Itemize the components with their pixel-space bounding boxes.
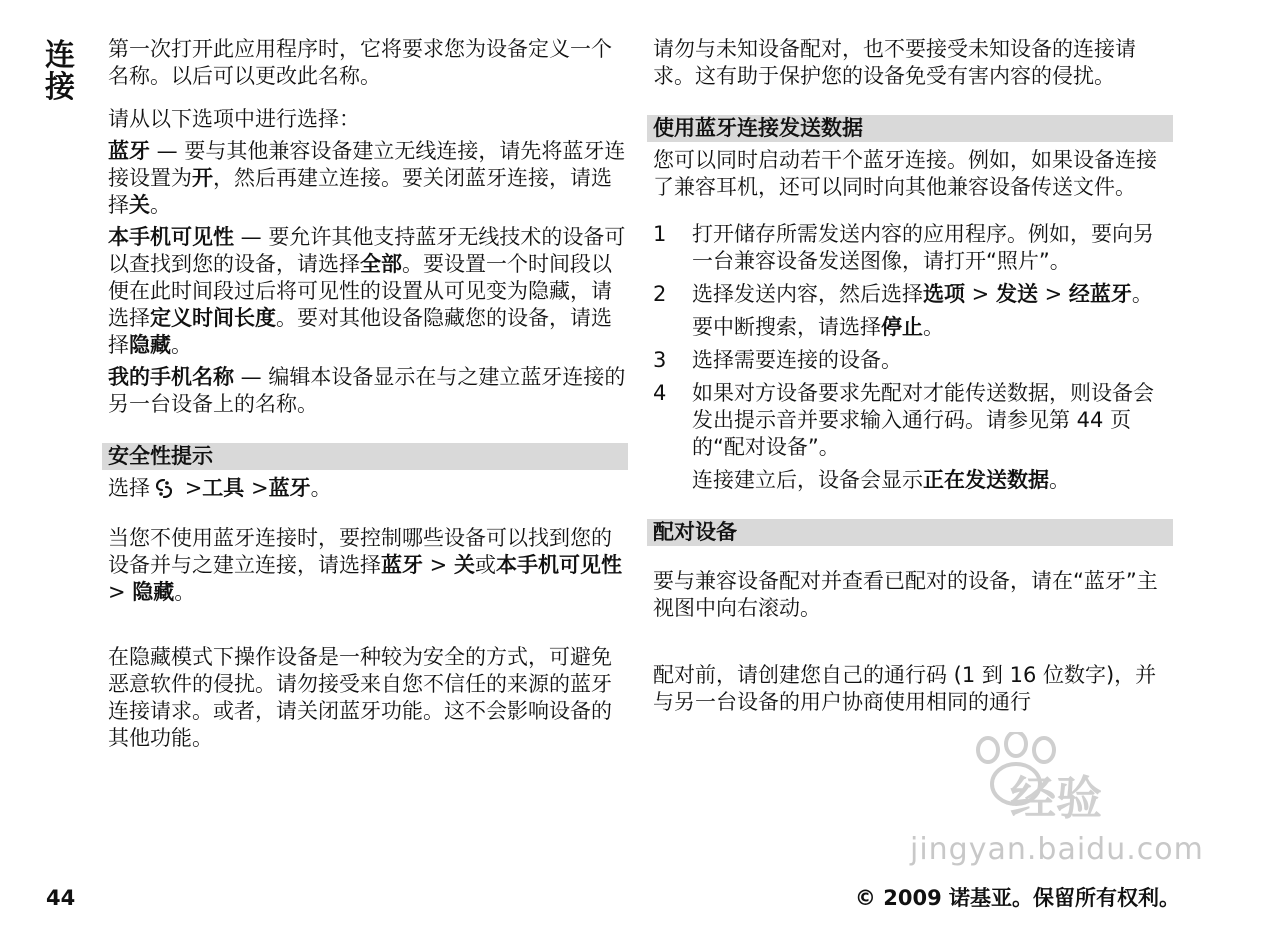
option-term: 我的手机名称 [108,365,234,389]
list-item: 1 打开储存所需发送内容的应用程序。例如，要向另一台兼容设备发送图像，请打开“照片”。 [653,222,1154,273]
list-item: 4 如果对方设备要求先配对才能传送数据，则设备会发出提示音并要求输入通行码。请参见第 44 页的“配对设备”。 连接建立后，设备会显示正在发送数据。 [653,380,1173,494]
left-column [108,36,628,752]
step-number: 3 [653,348,667,372]
pair-heading: 配对设备 [647,519,1173,546]
watermark-url: jingyan.baidu.com [910,832,1204,867]
step-number: 1 [653,222,667,246]
send-heading: 使用蓝牙连接发送数据 [647,115,1173,142]
paw-logo-icon [960,732,1080,812]
right-column [653,36,1173,716]
choose-prompt: 请从以下选项中进行选择： [108,107,360,131]
pair-intro: 要与兼容设备配对并查看已配对的设备，请在“蓝牙”主视图中向右滚动。 [653,569,1158,620]
control-paragraph: 当您不使用蓝牙连接时，要控制哪些设备可以找到您的设备并与之建立连接，请选择蓝牙 > 关或本手机可见性 > 隐藏。 [108,526,622,604]
warning-paragraph: 请勿与未知设备配对，也不要接受未知设备的连接请求。这有助于保护您的设备免受有害内容的侵扰。 [653,37,1136,88]
option-visibility: 本手机可见性 — 要允许其他支持蓝牙无线技术的设备可以查找到您的设备，请选择全部。要设置一个时间段以便在此时间段过后将可见性的设置从可见变为隐藏，请选择定义时间长度。要对其他设备隐藏您的设备，请选择隐藏。 [108,225,626,357]
section-label-char: 接 [45,70,75,105]
option-bluetooth: 蓝牙 — 要与其他兼容设备建立无线连接，请先将蓝牙连接设置为开，然后再建立连接。要关闭蓝牙连接，请选择关。 [108,139,626,217]
select-path: 选择 >工具 >蓝牙。 [108,475,628,505]
security-heading: 安全性提示 [102,443,628,470]
copyright-notice: © 2009 诺基亚。保留所有权利。 [854,886,1180,910]
option-phone-name: 我的手机名称 — 编辑本设备显示在与之建立蓝牙连接的另一台设备上的名称。 [108,365,626,416]
list-item: 3 选择需要连接的设备。 [653,348,902,372]
menu-key-icon [156,478,172,505]
step-number: 2 [653,282,667,306]
intro-paragraph: 第一次打开此应用程序时，它将要求您为设备定义一个名称。以后可以更改此名称。 [108,37,612,88]
list-item: 2 选择发送内容，然后选择选项 > 发送 > 经蓝牙。 要中断搜索，请选择停止。 [653,281,1173,341]
step-note: 连接建立后，设备会显示正在发送数据。 [692,468,1070,492]
section-label-char: 连 [45,38,75,73]
send-steps-list [653,221,1173,494]
send-intro: 您可以同时启动若干个蓝牙连接。例如，如果设备连接了兼容耳机，还可以同时向其他兼容设备传送文件。 [653,148,1157,199]
watermark-logo-text: 经验 [1010,771,1102,825]
baidu-watermark [900,732,1230,872]
section-tab-label [38,40,82,104]
pair-code-paragraph: 配对前，请创建您自己的通行码 (1 到 16 位数字)，并与另一台设备的用户协商使用相同的通行 [653,663,1157,714]
option-term: 本手机可见性 [108,225,234,249]
hidden-mode-paragraph: 在隐藏模式下操作设备是一种较为安全的方式，可避免恶意软件的侵扰。请勿接受来自您不信任的来源的蓝牙连接请求。或者，请关闭蓝牙功能。这不会影响设备的其他功能。 [108,645,612,750]
page-number: 44 [46,886,76,910]
step-note: 要中断搜索，请选择停止。 [692,315,944,339]
step-number: 4 [653,381,667,405]
option-term: 蓝牙 [108,139,150,163]
